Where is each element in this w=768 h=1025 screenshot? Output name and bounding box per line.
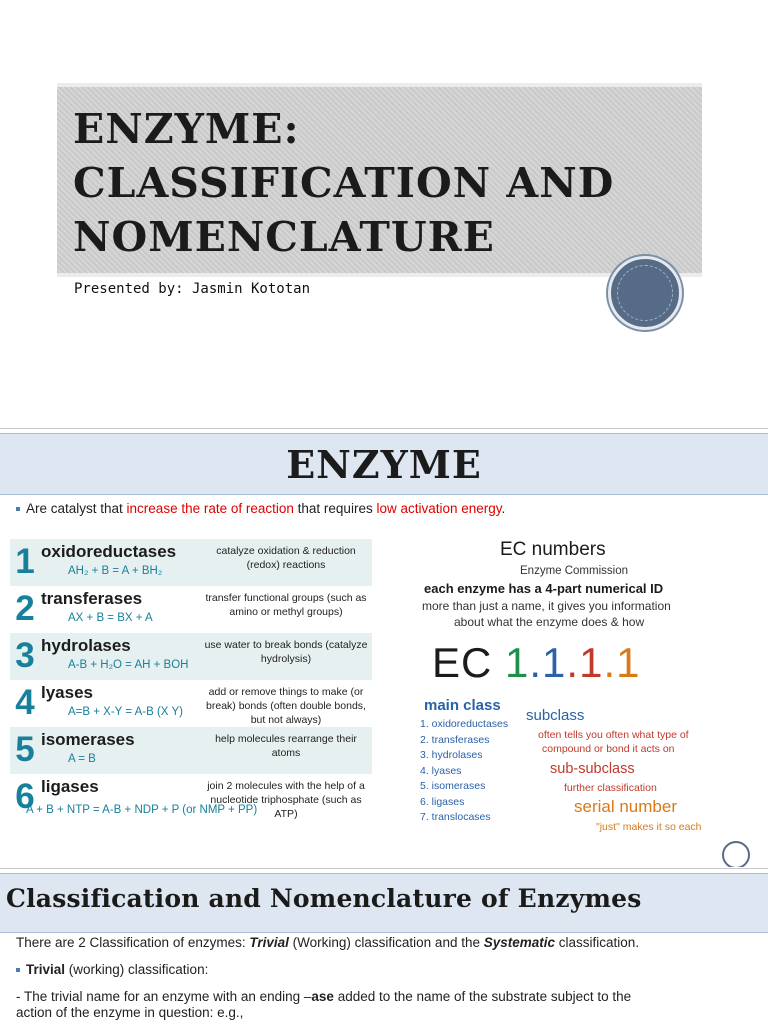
list-item: 3. hydrolases — [420, 749, 483, 761]
term-systematic: Systematic — [483, 935, 556, 950]
body-text: classification. — [555, 935, 640, 950]
class-description: help molecules rearrange their atoms — [215, 733, 357, 759]
class-number: 3 — [15, 636, 35, 675]
term-trivial: Trivial — [249, 935, 289, 950]
title-line-2: CLASSIFICATION AND — [73, 159, 615, 207]
title-slide — [0, 0, 768, 425]
class-equation: A = B — [68, 753, 96, 765]
enzyme-class-row — [10, 539, 372, 586]
title-line-3: NOMENCLATURE — [73, 213, 495, 261]
class-number: 4 — [15, 683, 35, 722]
ec-subclass-desc1: often tells you often what type of — [538, 729, 689, 741]
class-name: hydrolases — [41, 636, 131, 655]
classification-slide — [0, 868, 768, 1025]
class-name: lyases — [41, 683, 93, 702]
ec-main-class: main class — [424, 697, 501, 714]
intro-line — [16, 935, 639, 950]
class-description: use water to break bonds (catalyze hydrolysis) — [204, 639, 368, 665]
enzyme-slide — [0, 428, 768, 867]
ec-part-sub: .1 — [529, 639, 567, 686]
ec-subclass-desc2: compound or bond it acts on — [542, 743, 675, 755]
body-text: (Working) classification and the — [288, 935, 484, 950]
class-description: catalyze oxidation & reduction (redox) reactions — [216, 545, 356, 571]
list-item: 5. isomerases — [420, 780, 486, 792]
slide-title: Classification and Nomenclature of Enzymes — [6, 884, 642, 913]
enzyme-class-row — [10, 633, 372, 680]
body-text: - The trivial name for an enzyme with an ending – — [16, 989, 312, 1004]
ec-heading: EC numbers — [500, 539, 606, 560]
ec-line1: each enzyme has a 4-part numerical ID — [424, 581, 664, 596]
body-text: added to the name of the substrate subject to the — [333, 989, 632, 1004]
ec-line3: about what the enzyme does & how — [454, 615, 645, 629]
class-equation: AX + B = BX + A — [68, 612, 153, 624]
title-box — [57, 83, 702, 277]
class-number: 2 — [15, 589, 35, 628]
class-equation: A-B + H₂O = AH + BOH — [68, 659, 189, 671]
class-number: 5 — [15, 730, 35, 769]
class-description: join 2 molecules with the help of a nucleotide triphosphate (such as ATP) — [207, 780, 365, 820]
enzyme-class-row — [10, 774, 372, 825]
class-name: isomerases — [41, 730, 135, 749]
class-number: 1 — [15, 542, 35, 581]
class-description: transfer functional groups (such as amino or methyl groups) — [205, 592, 367, 618]
term-trivial: Trivial — [26, 962, 66, 977]
class-equation: AH₂ + B = A + BH₂ — [68, 565, 163, 577]
ec-subsubclass: sub-subclass — [550, 761, 635, 777]
title-band — [0, 433, 768, 495]
bullet-icon — [16, 968, 20, 972]
ec-part-main: 1 — [505, 639, 530, 686]
decorative-circle-icon — [722, 841, 750, 867]
body-text: There are 2 Classification of enzymes: — [16, 935, 250, 950]
term-ase: ase — [311, 989, 334, 1004]
enzyme-class-table — [10, 539, 372, 825]
bullet-text: Are catalyst that — [26, 501, 127, 516]
class-equation: A + B + NTP = A-B + NDP + P (or NMP + PP) — [26, 804, 258, 816]
trivial-desc-line2: action of the enzyme in question: e.g., — [16, 1005, 244, 1020]
enzyme-class-row — [10, 680, 372, 727]
ec-part-serial: .1 — [603, 639, 641, 686]
highlight-energy: low activation energy — [376, 501, 502, 516]
class-number: 6 — [15, 777, 35, 816]
ec-serial-desc1: "just" makes it so each — [596, 821, 702, 833]
ec-part-subsub: .1 — [566, 639, 604, 686]
bullet-text: . — [501, 501, 506, 516]
class-name: oxidoreductases — [41, 542, 177, 561]
slide-title: ENZYME — [286, 442, 482, 487]
class-name: ligases — [41, 777, 99, 796]
ec-prefix: EC — [432, 639, 493, 686]
class-name: transferases — [41, 589, 143, 608]
class-equation: A=B + X-Y = A-B (X Y) — [68, 706, 183, 718]
trivial-desc-line1 — [16, 989, 631, 1004]
ec-code — [432, 639, 640, 687]
ec-subsubclass-desc: further classification — [564, 782, 657, 794]
list-item: 2. transferases — [420, 733, 490, 746]
ec-sub: Enzyme Commission — [520, 565, 628, 577]
class-description: add or remove things to make (or break) bonds (often double bonds, but not always) — [206, 686, 366, 726]
ec-serial: serial number — [574, 797, 677, 816]
enzyme-class-row — [10, 727, 372, 774]
list-item: 6. ligases — [420, 795, 465, 808]
list-item: 7. translocases — [420, 811, 491, 823]
definition-bullet — [16, 501, 505, 516]
bullet-icon — [16, 507, 20, 511]
title-band — [0, 873, 768, 933]
ec-class-list — [420, 717, 508, 826]
decorative-circle-icon — [608, 256, 682, 330]
ec-line2: more than just a name, it gives you information — [422, 599, 671, 613]
bullet-text: that requires — [293, 501, 377, 516]
ec-subclass: subclass — [526, 707, 585, 724]
list-item: 4. lyases — [420, 764, 462, 777]
list-item: 1. oxidoreductases — [420, 718, 509, 730]
highlight-rate: increase the rate of reaction — [126, 501, 294, 516]
trivial-bullet — [16, 962, 208, 977]
enzyme-class-row — [10, 586, 372, 633]
body-text: (working) classification: — [65, 962, 209, 977]
presenter-text: Presented by: Jasmin Kototan — [74, 281, 311, 297]
ec-numbers-figure — [410, 539, 740, 839]
title-line-1: ENZYME: — [73, 105, 300, 153]
